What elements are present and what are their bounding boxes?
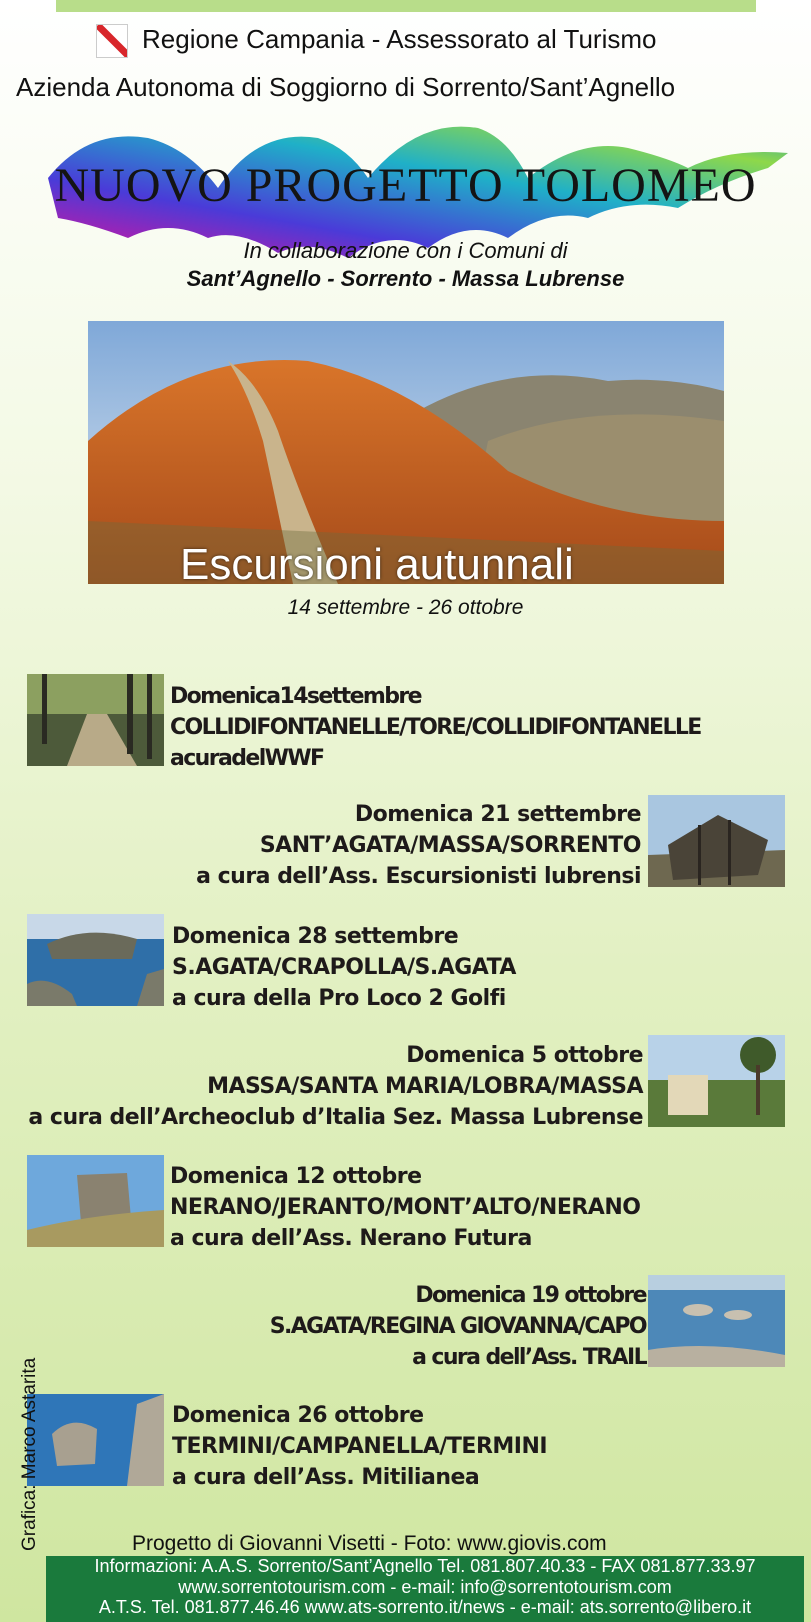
- event-3: [172, 921, 516, 1014]
- event-7-route: TERMINI/CAMPANELLA/TERMINI: [172, 1434, 548, 1459]
- project-credit: Progetto di Giovanni Visetti - Foto: www.giovis.com: [132, 1532, 607, 1555]
- event-3-date: Domenica 28 settembre: [172, 924, 459, 949]
- top-green-bar: [56, 0, 756, 12]
- event-4-date: Domenica 5 ottobre: [406, 1043, 643, 1068]
- event-7: [172, 1400, 547, 1493]
- event-6-by: a cura dell’Ass. TRAIL: [412, 1345, 646, 1370]
- event-6-photo: [648, 1275, 785, 1367]
- event-6-date: Domenica 19 ottobre: [415, 1283, 646, 1308]
- event-4: [28, 1040, 643, 1133]
- event-4-photo: [648, 1035, 785, 1127]
- header-azienda: Azienda Autonoma di Soggiorno di Sorrento/Sant’Agnello: [16, 72, 676, 102]
- event-2: [196, 799, 641, 892]
- event-2-photo: [648, 795, 785, 887]
- hero-dates: 14 settembre - 26 ottobre: [287, 596, 524, 619]
- hero-subtitle: Escursioni autunnali: [180, 540, 574, 589]
- event-4-route: MASSA/SANTA MARIA/LOBRA/MASSA: [207, 1074, 643, 1099]
- event-4-by: a cura dell’Archeoclub d’Italia Sez. Massa Lubrense: [28, 1105, 643, 1130]
- event-5-by: a cura dell’Ass. Nerano Futura: [170, 1226, 532, 1251]
- event-3-by: a cura della Pro Loco 2 Golfi: [172, 986, 506, 1011]
- regione-flag-icon: [96, 24, 128, 58]
- event-3-photo: [27, 914, 164, 1006]
- event-2-date: Domenica 21 settembre: [354, 802, 641, 827]
- event-2-by: a cura dell’Ass. Escursionisti lubrensi: [196, 864, 641, 889]
- event-7-photo: [27, 1394, 164, 1486]
- event-1-date: Domenica14settembre: [170, 684, 421, 709]
- event-3-route: S.AGATA/CRAPOLLA/S.AGATA: [172, 955, 516, 980]
- event-1: [170, 681, 701, 774]
- event-5-photo: [27, 1155, 164, 1247]
- event-7-date: Domenica 26 ottobre: [172, 1403, 424, 1428]
- event-1-by: acuradelWWF: [170, 746, 324, 771]
- info-line-3: A.T.S. Tel. 081.877.46.46 www.ats-sorrento.it/news - e-mail: ats.sorrento@libero.it: [98, 1597, 752, 1617]
- event-6-route: S.AGATA/REGINA GIOVANNA/CAPO: [269, 1314, 646, 1339]
- grafica-credit: Grafica: Marco Astarita: [19, 1357, 40, 1551]
- info-box: [46, 1556, 804, 1622]
- event-1-route: COLLIDIFONTANELLE/TORE/COLLIDIFONTANELLE: [170, 715, 701, 740]
- collab-text: In collaborazione con i Comuni di: [243, 238, 568, 263]
- event-5: [170, 1161, 640, 1254]
- event-7-by: a cura dell’Ass. Mitilianea: [172, 1465, 480, 1490]
- header-regione: Regione Campania - Assessorato al Turismo: [142, 24, 657, 54]
- event-2-route: SANT’AGATA/MASSA/SORRENTO: [259, 833, 641, 858]
- event-6: [270, 1280, 646, 1373]
- event-5-date: Domenica 12 ottobre: [170, 1164, 422, 1189]
- event-1-photo: [27, 674, 164, 766]
- info-line-2: www.sorrentotourism.com - e-mail: info@sorrentotourism.com: [178, 1576, 672, 1597]
- info-line-1: Informazioni: A.A.S. Sorrento/Sant’Agnello Tel. 081.807.40.33 - FAX 081.877.33.97: [94, 1556, 756, 1576]
- comuni-list: Sant’Agnello - Sorrento - Massa Lubrense: [186, 266, 625, 291]
- project-title: NUOVO PROGETTO TOLOMEO: [54, 159, 757, 212]
- event-5-route: NERANO/JERANTO/MONT’ALTO/NERANO: [170, 1195, 641, 1220]
